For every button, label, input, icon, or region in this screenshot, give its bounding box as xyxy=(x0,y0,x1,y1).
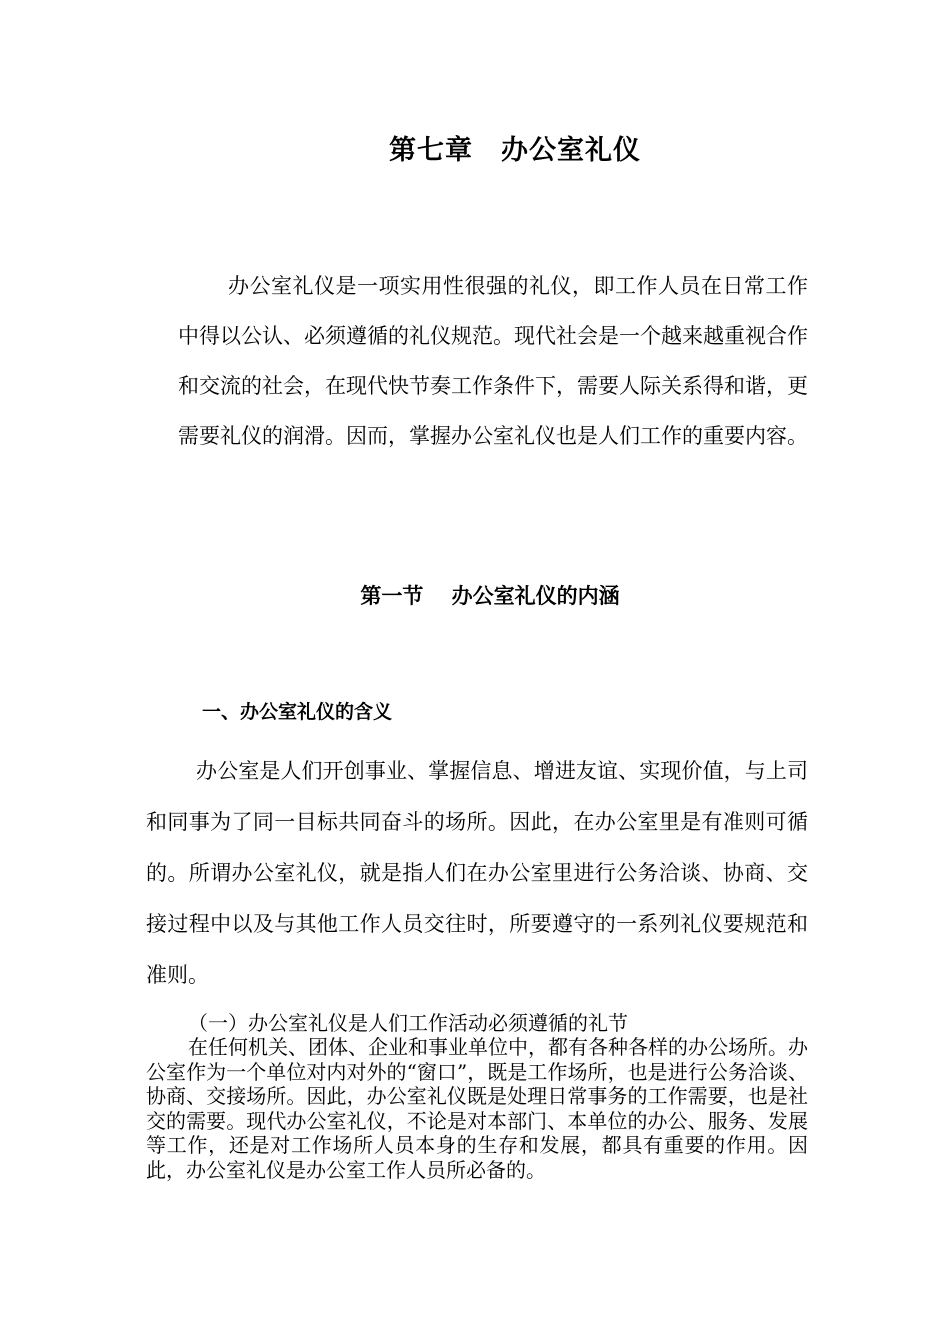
point-paragraph: 在任何机关、团体、企业和事业单位中，都有各种各样的办公场所。办公室作为一个单位对内对外的“窗口”，既是工作场所，也是进行公务洽谈、协商、交接场所。因此，办公室礼仪既是处理日常事务的工作需要，也是社交的需要。现代办公室礼仪，不论是对本部门、本单位的办公、服务、发展等工作，还是对工作场所人员本身的生存和发展，都具有重要的作用。因此，办公室礼仪是办公室工作人员所必备的。 xyxy=(146,1035,808,1182)
subsection-paragraph: 办公室是人们开创事业、掌握信息、增进友谊、实现价值，与上司和同事为了同一目标共同奋斗的场所。因此，在办公室里是有准则可循的。所谓办公室礼仪，就是指人们在办公室里进行公务洽谈、协商、交接过程中以及与其他工作人员交往时，所要遵守的一系列礼仪要规范和准则。 xyxy=(146,759,808,987)
point-heading: （一）办公室礼仪是人们工作活动必须遵循的礼节 xyxy=(188,1011,628,1035)
intro-paragraph: 办公室礼仪是一项实用性很强的礼仪，即工作人员在日常工作中得以公认、必须遵循的礼仪规范。现代社会是一个越来越重视合作和交流的社会，在现代快节奏工作条件下，需要人际关系得和谐，更需要礼仪的润滑。因而，掌握办公室礼仪也是人们工作的重要内容。 xyxy=(178,274,808,448)
section-title: 第一节 办公室礼仪的内涵 xyxy=(360,584,620,608)
chapter-title: 第七章 办公室礼仪 xyxy=(389,135,641,166)
subsection-heading: 一、办公室礼仪的含义 xyxy=(202,701,393,723)
